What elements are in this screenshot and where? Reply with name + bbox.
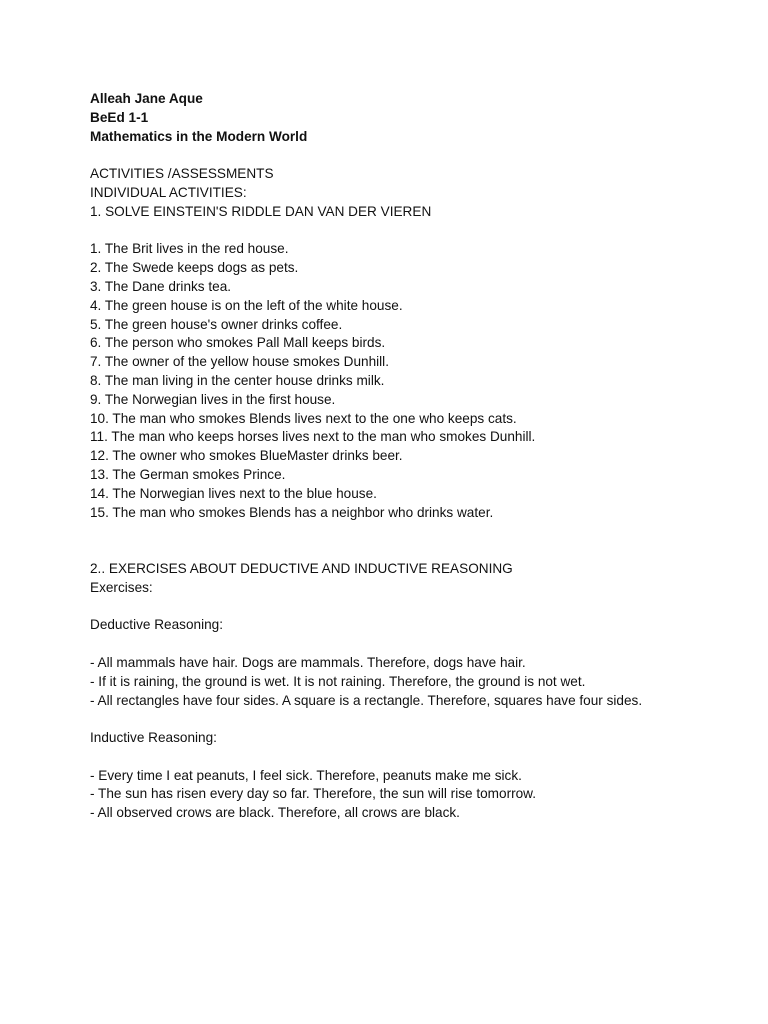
- riddle-clue: 7. The owner of the yellow house smokes Dunhill.: [90, 354, 389, 370]
- riddle-clue: 8. The man living in the center house drinks milk.: [90, 372, 385, 388]
- inductive-example: - The sun has risen every day so far. Therefore, the sun will rise tomorrow.: [90, 786, 537, 802]
- course-title: Mathematics in the Modern World: [90, 128, 308, 144]
- activities-heading: ACTIVITIES /ASSESSMENTS: [90, 166, 274, 182]
- riddle-clue: 13. The German smokes Prince.: [90, 466, 286, 482]
- riddle-clue: 3. The Dane drinks tea.: [90, 278, 232, 294]
- riddle-clue: 6. The person who smokes Pall Mall keeps birds.: [90, 335, 386, 351]
- deductive-example: - All mammals have hair. Dogs are mammals. Therefore, dogs have hair.: [90, 654, 526, 670]
- inductive-example: - Every time I eat peanuts, I feel sick. Therefore, peanuts make me sick.: [90, 767, 522, 783]
- exercises-label: Exercises:: [90, 579, 153, 595]
- riddle-clue: 15. The man who smokes Blends has a neighbor who drinks water.: [90, 504, 494, 520]
- student-section: BeEd 1-1: [90, 109, 149, 125]
- spacer: [90, 146, 730, 165]
- riddle-clue: 12. The owner who smokes BlueMaster drinks beer.: [90, 448, 403, 464]
- deductive-examples-list: [90, 654, 730, 710]
- riddle-clue: 10. The man who smokes Blends lives next to the one who keeps cats.: [90, 410, 517, 426]
- inductive-examples-list: [90, 767, 730, 823]
- inductive-reasoning-label: Inductive Reasoning:: [90, 730, 217, 746]
- individual-activities-heading: INDIVIDUAL ACTIVITIES:: [90, 184, 247, 200]
- spacer: [90, 748, 730, 767]
- riddle-clue: 5. The green house's owner drinks coffee.: [90, 316, 343, 332]
- spacer: [90, 710, 730, 729]
- inductive-example: - All observed crows are black. Therefore, all crows are black.: [90, 805, 460, 821]
- riddle-clue: 11. The man who keeps horses lives next to the man who smokes Dunhill.: [90, 429, 536, 445]
- riddle-clue: 14. The Norwegian lives next to the blue house.: [90, 485, 377, 501]
- document-page: [90, 90, 730, 823]
- riddle-clue-list: [90, 240, 730, 522]
- riddle-clue: 4. The green house is on the left of the white house.: [90, 297, 403, 313]
- riddle-clue: 2. The Swede keeps dogs as pets.: [90, 260, 299, 276]
- spacer: [90, 598, 730, 617]
- deductive-example: - If it is raining, the ground is wet. It is not raining. Therefore, the ground is not wet.: [90, 673, 586, 689]
- spacer: [90, 222, 730, 241]
- task-2-title: 2.. EXERCISES ABOUT DEDUCTIVE AND INDUCTIVE REASONING: [90, 560, 513, 576]
- spacer: [90, 635, 730, 654]
- riddle-clue: 9. The Norwegian lives in the first house.: [90, 391, 336, 407]
- task-1-title: 1. SOLVE EINSTEIN'S RIDDLE DAN VAN DER VIEREN: [90, 203, 432, 219]
- student-name: Alleah Jane Aque: [90, 91, 203, 106]
- deductive-example: - All rectangles have four sides. A square is a rectangle. Therefore, squares have four sides.: [90, 692, 643, 708]
- spacer: [90, 541, 730, 560]
- spacer: [90, 522, 730, 541]
- deductive-reasoning-label: Deductive Reasoning:: [90, 617, 223, 633]
- riddle-clue: 1. The Brit lives in the red house.: [90, 241, 289, 257]
